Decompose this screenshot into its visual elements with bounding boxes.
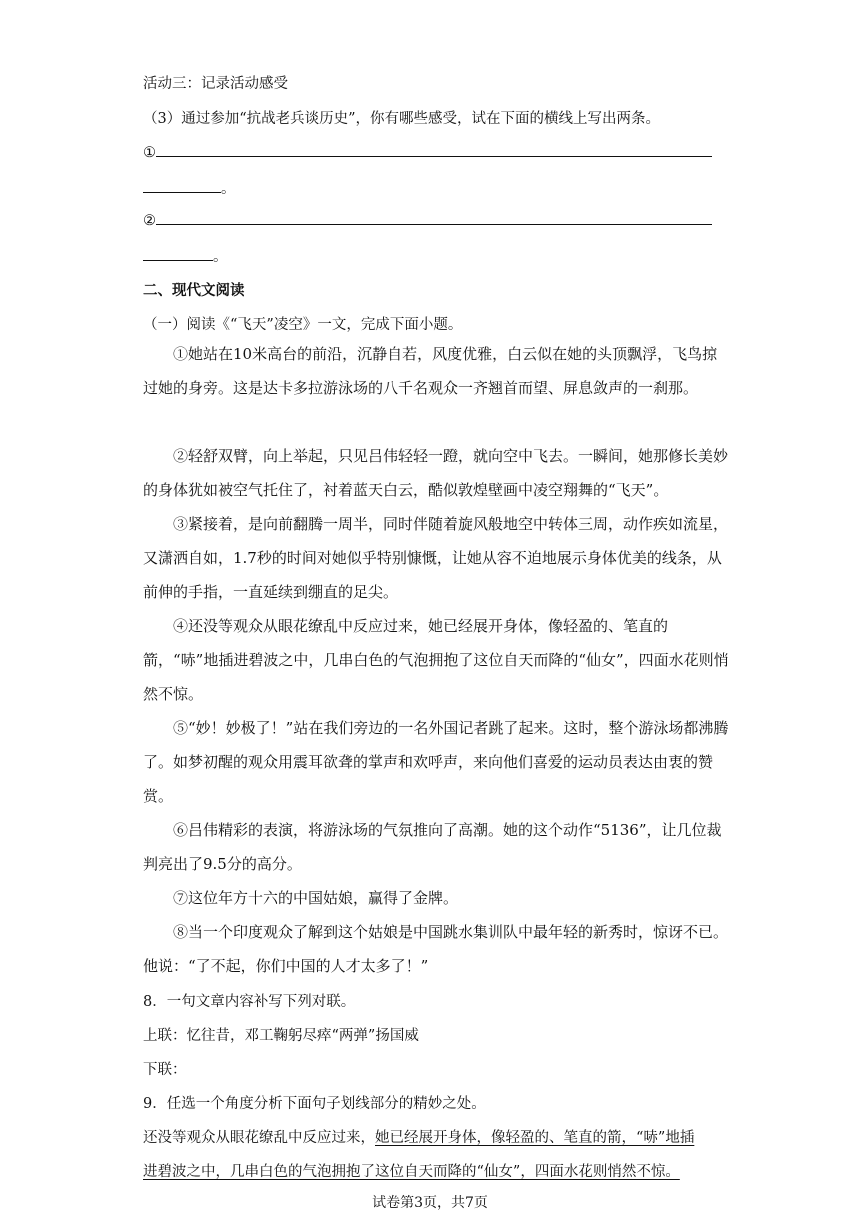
blank-1-marker: ① [143, 145, 156, 161]
question-9-sentence-line-1 [143, 1126, 694, 1147]
underlined-part-1: 她已经展开身体，像轻盈的、笔直的箭，“哧”地插 [375, 1130, 695, 1146]
passage-paragraph-3: ③紧接着，是向前翻腾一周半，同时伴随着旋风般地空中转体三周，动作疾如流星，又潇洒自如，1.7秒的时间对她似乎特别慷慨，让她从容不迫地展示身体优美的线条，从前伸的手指，一直延续到绷直的足尖。 [143, 515, 729, 601]
passage-paragraph-4: ④还没等观众从眼花缭乱中反应过来，她已经展开身体，像轻盈的、笔直的箭，“哧”地插进碧波之中，几串白色的气泡拥抱了这位自天而降的“仙女”，四面水花则悄然不惊。 [143, 617, 729, 703]
passage-paragraph-7: ⑦这位年方十六的中国姑娘，赢得了金牌。 [173, 889, 459, 907]
page-footer: 试卷第3页，共7页 [372, 1195, 488, 1211]
question-9-stem: 9．任选一个角度分析下面句子划线部分的精妙之处。 [143, 1096, 486, 1112]
blank-2-line[interactable] [156, 210, 712, 225]
question-9-sentence-line-2 [143, 1160, 680, 1181]
blank-2-marker: ② [143, 213, 156, 229]
passage-paragraph-6: ⑥吕伟精彩的表演，将游泳场的气氛推向了高潮。她的这个动作“5136”，让几位裁判亮出了9.5分的高分。 [143, 821, 722, 873]
couplet-lower: 下联： [143, 1062, 187, 1078]
activity3-title: 活动三：记录活动感受 [143, 76, 288, 92]
answer-blank-2-cont[interactable] [143, 245, 228, 266]
blank-1-end: 。 [221, 181, 236, 197]
passage-paragraph-8: ⑧当一个印度观众了解到这个姑娘是中国跳水集训队中最年轻的新秀时，惊讶不已。他说：“了不起，你们中国的人才太多了！” [143, 923, 729, 975]
question-8-stem: 8．一句文章内容补写下列对联。 [143, 994, 356, 1010]
blank-1-line[interactable] [156, 142, 712, 157]
passage-paragraph-5: ⑤“妙！妙极了！”站在我们旁边的一名外国记者跳了起来。这时，整个游泳场都沸腾了。如梦初醒的观众用震耳欲聋的掌声和欢呼声，来向他们喜爱的运动员表达由衷的赞赏。 [143, 719, 729, 805]
section2-title: 二、现代文阅读 [143, 282, 245, 299]
answer-blank-1-cont[interactable] [143, 177, 236, 198]
passage-paragraph-1: ①她站在10米高台的前沿，沉静自若，风度优雅，白云似在她的头顶飘浮，飞鸟掠过她的身旁。这是达卡多拉游泳场的八千名观众一齐翘首而望、屏息敛声的一刹那。 [143, 345, 718, 397]
section2-intro: （一）阅读《“飞天”凌空》一文，完成下面小题。 [143, 317, 463, 333]
question-3: （3）通过参加“抗战老兵谈历史”，你有哪些感受，试在下面的横线上写出两条。 [143, 111, 661, 127]
couplet-upper: 上联：忆往昔，邓工鞠躬尽瘁“两弹”扬国威 [143, 1028, 419, 1044]
sentence-lead: 还没等观众从眼花缭乱中反应过来， [143, 1130, 375, 1146]
passage-paragraph-2: ②轻舒双臂，向上举起，只见吕伟轻轻一蹬，就向空中飞去。一瞬间，她那修长美妙的身体犹如被空气托住了，衬着蓝天白云，酷似敦煌壁画中凌空翔舞的“飞天”。 [143, 447, 729, 499]
underlined-part-2: 进碧波之中，几串白色的气泡拥抱了这位自天而降的“仙女”，四面水花则悄然不惊。 [143, 1164, 680, 1180]
blank-2-line-cont[interactable] [143, 246, 213, 261]
blank-2-end: 。 [213, 249, 228, 265]
blank-1-line-cont[interactable] [143, 178, 221, 193]
answer-blank-2[interactable] [143, 210, 712, 229]
answer-blank-1[interactable] [143, 142, 712, 161]
